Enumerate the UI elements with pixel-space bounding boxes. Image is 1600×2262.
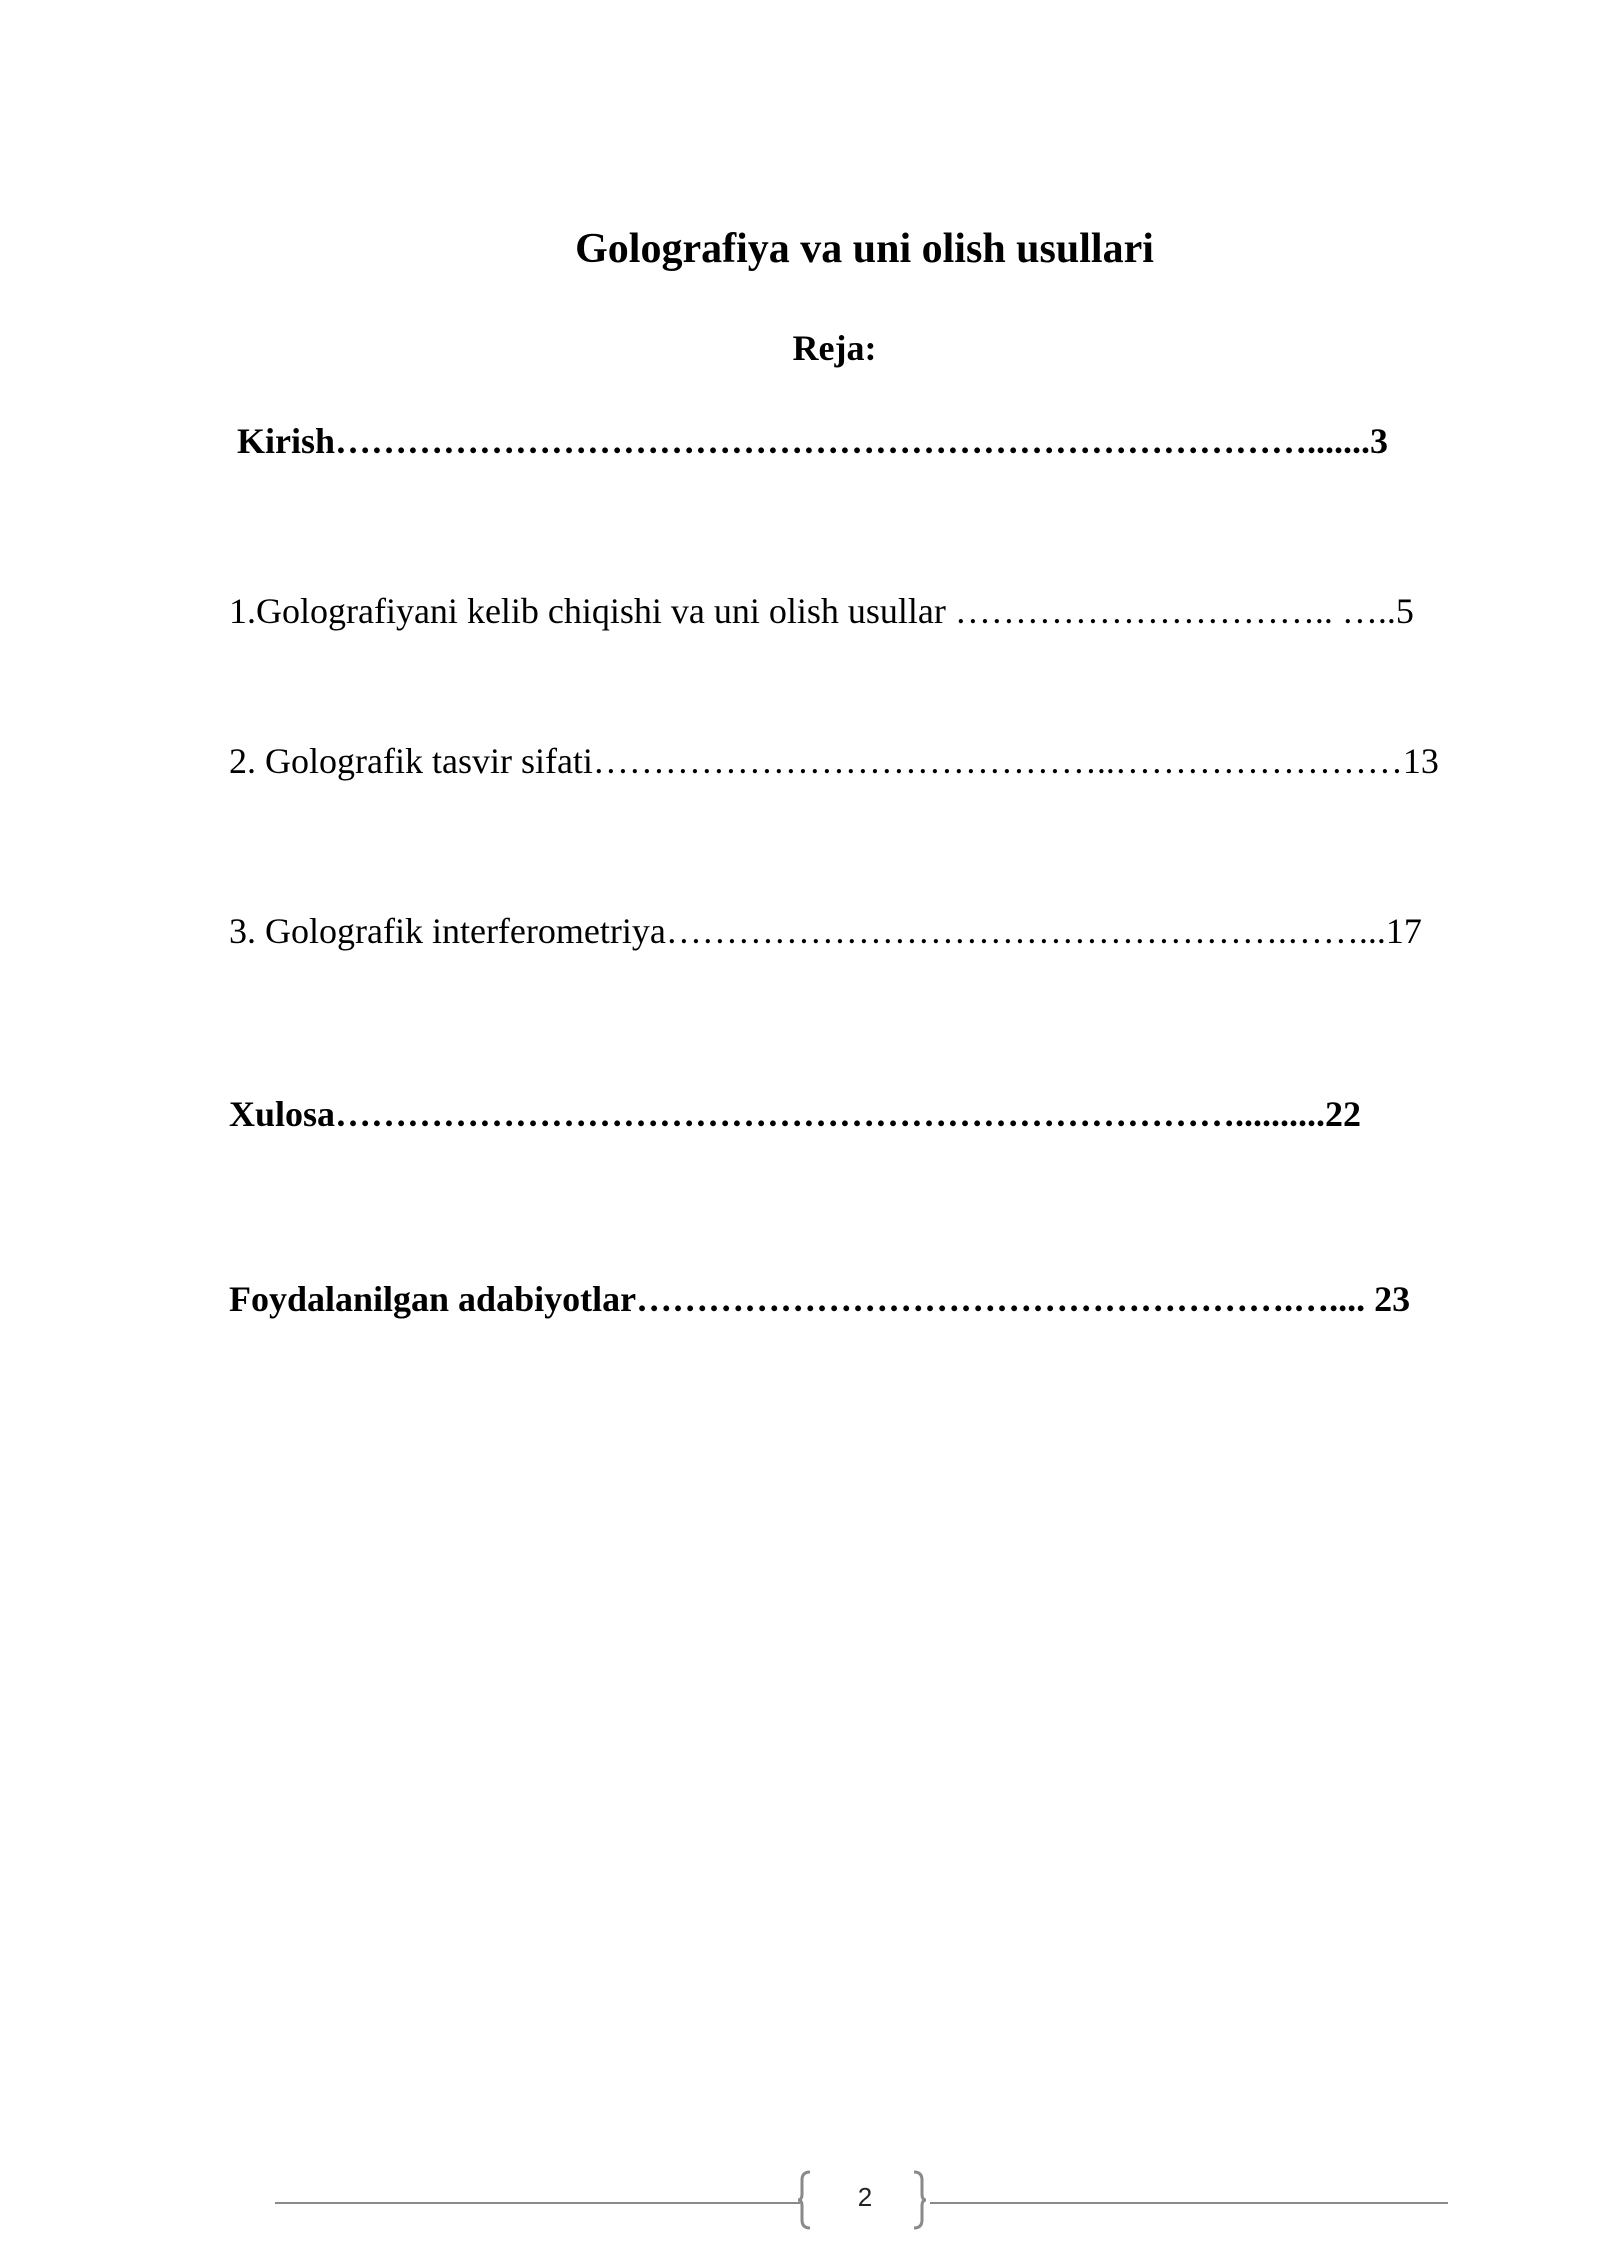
footer-bracket-left (796, 2170, 812, 2230)
toc-entry-section-3: 3. Golografik interferometriya…………………………………………….……...17 (229, 911, 1422, 951)
footer-bracket-right (912, 2170, 928, 2230)
page-title: Golografiya va uni olish usullari (575, 226, 1154, 272)
plan-heading: Reja: (792, 328, 877, 368)
footer-rule-right (930, 2202, 1448, 2204)
toc-entry-xulosa: Xulosa…………………………………………………………………..........22 (229, 1094, 1362, 1134)
footer-rule-left (275, 2202, 800, 2204)
page-number: 2 (857, 2182, 873, 2212)
toc-entry-kirish: Kirish……………………………………………………………………….......3 (237, 421, 1389, 461)
toc-entry-section-2: 2. Golografik tasvir sifati……………………………………..……………………13 (229, 741, 1439, 781)
toc-entry-adabiyotlar: Foydalanilgan adabiyotlar……………………………………………….….... 23 (229, 1279, 1411, 1319)
toc-entry-section-1: 1.Golografiyani kelib chiqishi va uni olish usullar ………………………….. …..5 (229, 591, 1414, 631)
